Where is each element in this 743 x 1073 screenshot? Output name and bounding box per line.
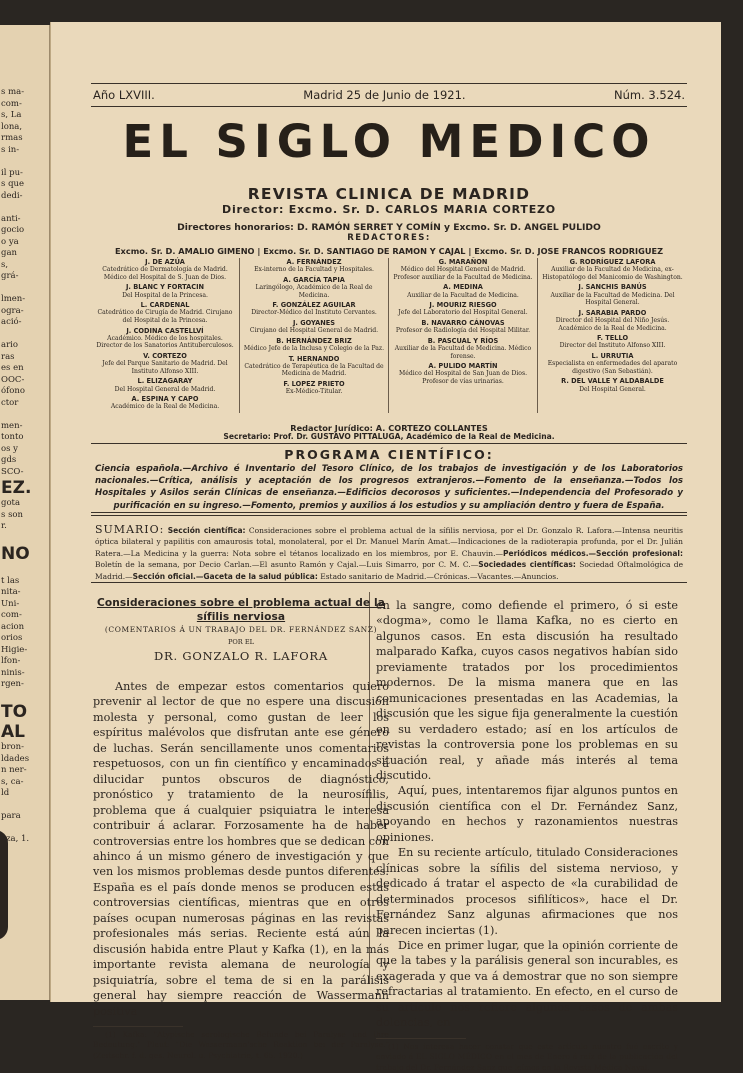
editor-name: L. URRUTIA [591,351,634,360]
editor-name: J. DE AZÚA [145,258,185,266]
previous-page-line [0,800,49,812]
footnote-rule-right [376,1038,466,1039]
programa-bottom-rule [91,512,687,513]
editor-description: Laringólogo, Académico de la Real de Medicina. [255,284,373,299]
previous-page-line: SCO- [1,466,24,477]
previous-page-strip [0,25,50,1000]
programa-title: PROGRAMA CIENTÍFICO: [284,447,494,462]
previous-page-line: s que [1,179,25,189]
previous-page-large-letter [0,830,8,940]
previous-page-line: orios [1,633,23,643]
previous-page-line: Higie- [1,644,28,655]
previous-page-line: gocio [1,225,25,235]
editor-description: Catedrático de Dermatología de Madrid. Médico del Hospital de S. Juan de Dios. [102,266,228,281]
editor-description: Profesor de Radiología del Hospital Militar. [395,327,531,335]
sumario-section-2-text: Boletín de la semana, por Decio Carlan.—El asunto Ramón y Cajal.—Luis Simarro, por C. M. C.— [95,560,479,570]
previous-page-line [0,691,49,703]
previous-page-text [0,25,49,846]
editor-description: Del Hospital General de Madrid. [114,385,216,393]
editor-description: Cirujano del Hospital General de Madrid. [249,327,379,335]
editors-column-2 [240,258,389,413]
editor-name: J. CODINA CASTELLVÍ [126,326,204,335]
issue-info-line [93,88,685,102]
editor-name: V. CORTEZO [143,351,187,360]
previous-page-line: gds [1,455,17,465]
article-author: DR. GONZALO R. LAFORA [154,649,328,663]
article-left-column [93,596,389,1061]
previous-page-line: os y [1,443,18,454]
previous-page-line: com- [1,610,22,620]
redactores-label: REDACTORES: [347,233,431,243]
article-right-column [376,598,678,1073]
previous-page-heading: AL [1,722,25,742]
editor-description: Ex-Médico-Titular. [285,388,343,396]
previous-page-line: ctor [1,397,19,408]
sumario-section-1-label: Sección científica: [167,526,246,535]
previous-page-line: lmen- [1,294,26,304]
previous-page-line: lfon- [1,656,21,666]
editor-name: A. MEDINA [443,283,483,292]
editor-description: Médico del Hospital de San Juan de Dios. Profesor de vías urinarias. [398,370,528,385]
previous-page-line: tonto [1,432,24,442]
editor-description: Médico del Hospital General de Madrid. Profesor auxiliar de la Facultad de Medicina. [393,266,533,281]
previous-page-line: gota [1,498,21,508]
previous-page-line: eza, 1. [1,834,30,844]
article-paragraph: en la sangre, como defiende el primero, ó si este «dogma», como le llama Kafka, no es cierto en algunos casos. En esta discusión ha resultado malparado Kafka, cuyos casos negativos habían sido previamente tratados por los procedimientos modernos. De la misma manera que en las comunicaciones presentadas en las Academias, la discusión que les sigue fija generalmente la cuestión en su verdadero estado; así en los artículos de revistas la controversia pone los problemas en su situación real, y añade más interés al tema discutido. [376,599,678,782]
sumario [95,524,683,582]
right-footnote: (1) Nos interesa hacer constar que este artículo nuestro fué escrito y enviado á EL SIGLO MÉDICO en el mes de Enero á raíz de la publicación del trabajo del Dr. Fernández Sanz que leímos en la Revista Médica Naval. [376,1041,678,1072]
previous-page-line: OOC- [1,374,25,385]
editor-name: L. ELIZAGARAY [137,377,193,386]
editor-name: L. CARDENAL [140,301,190,310]
article-paragraph: Aquí, pues, intentaremos fijar algunos puntos en discusión científica con el Dr. Fernández Sanz, apoyando en hechos y razonamientos nuestras opiniones. [376,784,678,844]
previous-page-line: acion [1,621,25,632]
previous-page-line: rgen- [1,679,24,689]
editor-description: Jefe del Parque Sanitario de Madrid. Del Instituto Alfonso XIII. [102,360,228,375]
previous-page-line: o ya [1,236,19,247]
article-left-body [93,679,389,1019]
editor-description: Director del Instituto Alfonso XIII. [559,342,666,350]
article-byline-prefix: POR EL [227,638,255,646]
issue-year: Año LXVIII. [93,88,155,102]
editor-name: J. MOURIZ RIESGO [429,301,497,310]
editor-name: J. BLANC Y FORTACIN [125,283,205,292]
editors-column-4 [538,258,687,413]
masthead-subtitle: REVISTA CLINICA DE MADRID [247,185,531,203]
editor-name: B. HERNÁNDEZ BRIZ [276,336,352,345]
previous-page-line: anti- [1,213,21,224]
editor-description: Ex-interno de la Facultad y Hospitales. [254,266,374,274]
previous-page-line: ld [1,788,10,798]
programa-bottom-rule-2 [91,515,687,516]
editor-name: B. NAVARRO CÁNOVAS [421,318,505,327]
previous-page-line: ogra- [1,305,24,316]
previous-page-line: s son [1,509,24,520]
previous-page-line: rmas [1,133,23,143]
previous-page-line: ninis- [1,667,25,678]
previous-page-line [0,823,49,835]
editor-description: Auxiliar de la Facultad de Medicina. Médico forense. [394,344,532,360]
editor-description: Auxiliar de la Facultad de Medicina. Del Hospital General. [550,291,675,307]
editor-name: R. DEL VALLE Y ALDABALDE [561,377,664,386]
previous-page-line: dedi- [1,190,23,201]
previous-page-line: t las [1,575,20,586]
editor-name: J. SARABIA PARDO [578,308,647,317]
previous-page-line [0,329,49,341]
editors-column-1 [91,258,240,413]
sumario-section-2-label: Periódicos médicos.—Sección profesional: [503,548,684,558]
previous-page-line: bron- [1,742,24,752]
top-rule [91,83,687,84]
previous-page-line: ació- [1,317,22,327]
previous-page-line: s, La [1,110,22,120]
previous-page-line: ras [1,351,15,362]
issue-date: Madrid 25 de Junio de 1921. [303,88,466,102]
sumario-section-1-text: Consideraciones sobre el problema actual de la sífilis nerviosa, por el Dr. Gonzalo R. Lafora.—Intensa neuritis óptica bilateral y papilitis con amaurosis total, monolateral, por el Dr. Manuel Marín Amat.—Indicaciones de la radioterapia profunda, por el Dr. Julián Ratera.—La Medicina y la guerra: Nota sobre el tétanos localizado en los miembros, por E. Chauvin.— [95,526,684,558]
editor-description: Jefe del Laboratorio del Hospital General. [398,309,528,317]
editors-column-3 [389,258,538,413]
previous-page-line: es en [1,363,24,373]
sumario-section-3-text: Sociedad Oftalmológica de Madrid.— [95,560,684,581]
editor-description: Catedrático de Cirugía de Madrid. Cirujano del Hospital de la Princesa. [97,309,233,324]
previous-page-line: nita- [1,587,21,597]
footnote-rule [93,1026,183,1027]
sumario-section-4-label: Sección oficial.—Gaceta de la salud pública: [132,571,318,581]
editor-description: Director del Hospital del Niño Jesús. Académico de la Real de Medicina. [555,316,670,332]
previous-page-line: gan [1,248,17,258]
previous-page-line [0,533,49,545]
previous-page-line: grá- [1,271,19,281]
previous-page-line [0,409,49,421]
editor-name: A. PULIDO MARTÍN [428,362,498,371]
editor-description: Del Hospital de la Princesa. [122,291,208,299]
editor-description: Director-Médico del Instituto Cervantes. [251,309,377,317]
newspaper-page [50,22,721,1072]
previous-page-heading: NO [1,544,30,564]
masthead-title: EL SIGLO MEDICO [122,115,656,168]
previous-page-line: s in- [1,144,20,155]
editor-name: A. ESPINA Y CAPO [131,395,199,404]
honorary-directors-line: Directores honorarios: D. RAMÓN SERRET Y COMÍN y Excmo. Sr. D. ANGEL PULIDO [177,222,601,233]
editor-name: A. GARCÍA TAPIA [283,275,345,284]
article-title: Consideraciones sobre el problema actual de la sífilis nerviosa [96,597,386,623]
editor-description: Especialista en enfermedades del aparato digestivo (San Sebastián). [547,360,678,375]
editor-name: J. SANCHIS BANÚS [578,283,647,292]
editors-columns [91,258,687,413]
previous-page-line: ófono [1,386,25,396]
sumario-section-4-text: Estado sanitario de Madrid.—Crónicas.—Vacantes.—Anuncios. [320,571,559,581]
previous-page-line: com- [1,98,22,109]
editor-name: J. GOYANES [292,318,336,327]
article-paragraph: Dice en primer lugar, que la opinión corriente de que la tabes y la parálisis general son incurables, es exagerada y que va á demostrar que no son siempre refractarias al tratamiento. En efecto, en el curso de su artículo nos refiere algunos casos de ambas dolencias, en [376,938,678,1030]
previous-page-heading: EZ. [1,478,32,498]
editor-description: Académico de la Real de Medicina. [110,403,220,411]
previous-page-line [0,283,49,295]
previous-page-line: il pu- [1,167,23,178]
previous-page-line: men- [1,420,23,431]
article-subtitle: (COMENTARIOS Á UN TRABAJO DEL DR. FERNÁNDEZ SANZ) [104,625,378,634]
header-rule [91,106,687,107]
programa-top-rule [91,443,687,444]
editor-name: F. LOPEZ PRIETO [283,379,345,388]
programa-text: Ciencia española.—Archivo é Inventario del Tesoro Clínico, de los trabajos de investigación y de los Laboratorios nacionales.—Crítica, análisis y aceptación de los progresos extranjeros.—Fomento de la enseñanza.—Todos los Hospitales y Asilos serán Clínicas de enseñanza.—Edificios decorosos y suficientes.—Independencia del Profesorado y purificación en su ingreso.—Fomento, premios y auxilios á los estudios y su ampliación dentro y fuera de España. [95,464,683,511]
previous-page-line: s ma- [1,87,25,97]
sumario-label: SUMARIO: [95,523,165,536]
previous-page-line: lona, [1,121,23,132]
previous-page-line: ario [1,340,18,350]
editor-description: Auxiliar de la Facultad de Medicina. [407,291,519,299]
editor-name: B. PASCUAL Y RÍOS [427,336,499,345]
article-paragraph: Antes de empezar estos comentarios quiero prevenir al lector de que no espere una discusión molesta y personal, como gustan de leer los espíritus malévolos que disfrutan ante ese género de luchas. Serán sencillamente unos comentarios respetuosos, con un fin científico y encaminados á dilucidar puntos obscuros de diagnóstico, pronóstico y tratamiento de la neurosífilis, problema que á cualquier psiquiatra le interesa contribuir á aclarar. Forzosamente ha de haber controversias entre los hombres que se dedican con ahinco á un mismo género de investigación y que ven los mismos problemas desde puntos diferentes. España es el país donde menos se producen estas controversias científicas, mientras que en otros países ocupan numerosas páginas en las revistas profesionales más serias. Reciente está aún la discusión habida entre Plaut y Kafka (1), en la más importante revista alemana de neurología y psiquiatría, sobre el tema de si en la parálisis general hay siempre reacción de Wassermann positiva [93,680,389,1018]
previous-page-heading: TO [1,702,28,722]
chief-editors-line: Excmo. Sr. D. AMALIO GIMENO | Excmo. Sr. D. SANTIAGO DE RAMON Y CAJAL | Excmo. Sr. D. JOSE FRANCOS RODRIGUEZ [114,246,664,256]
previous-page-line: n ner- [1,765,27,775]
previous-page-line: r. [1,521,7,531]
editor-description: Médico Jefe de la Inclusa y Colegio de la Paz. [243,344,385,352]
director-line: Director: Excmo. Sr. D. CARLOS MARIA CORTEZO [222,203,556,216]
previous-page-line: para [1,811,21,821]
editor-name: F. TELLO [596,334,629,343]
previous-page-line [0,202,49,214]
sumario-bottom-rule [91,582,687,583]
secretary-line: Secretario: Prof. Dr. GUSTAVO PITTALUGA, Académico de la Real de Medicina. [223,432,555,441]
editor-name: T. HERNANDO [288,354,340,363]
editor-description: Auxiliar de la Facultad de Medicina, ex-Histopatólogo del Manicomio de Washington. [542,266,683,281]
issue-number: Núm. 3.524. [614,88,685,102]
previous-page-line [0,156,49,168]
editor-name: G. RODRÍGUEZ LAFORA [569,258,656,266]
previous-page-line: s, [1,259,9,270]
previous-page-line [0,564,49,576]
sumario-section-3-label: Sociedades científicas: [478,560,576,570]
previous-page-line: Uni- [1,598,20,609]
editor-description: Del Hospital General. [579,385,646,393]
legal-editor-line: Redactor Jurídico: A. CORTEZO COLLANTES [290,423,488,433]
editor-name: F. GONZÁLEZ AGUILAR [272,301,356,310]
article-paragraph: En su reciente artículo, titulado Consideraciones clínicas sobre la sífilis del sistema nervioso, y dedicado á tratar el aspecto de «la curabilidad de determinados procesos sifilíticos», hace el Dr. Fernández Sanz algunas afirmaciones que nos parecen inciertas (1). [376,846,678,937]
previous-page-line: s, ca- [1,776,24,787]
previous-page-line: ldades [1,753,30,764]
article-right-body [376,598,678,1031]
editor-name: G. MARAÑON [438,258,488,266]
editor-description: Académico. Médico de los hospitales. Director de los Sanatorios Antituberculosos. [96,334,234,350]
left-footnote: (1) Kafka: "Atypische serologische Befunde bei Paralyse und ihre Bedeutung." Plaut: "Die Wassermann'sche Reaktion bei der Paralyse." (Zeitschr. f. d. ges. Neurol. u. Psychiatrie, t. 65. 1920.) [93,1029,389,1060]
editor-name: A. FERNÁNDEZ [286,258,342,266]
editor-description: Catedrático de Terapéutica de la Facultad de Medicina de Madrid. [244,362,384,378]
